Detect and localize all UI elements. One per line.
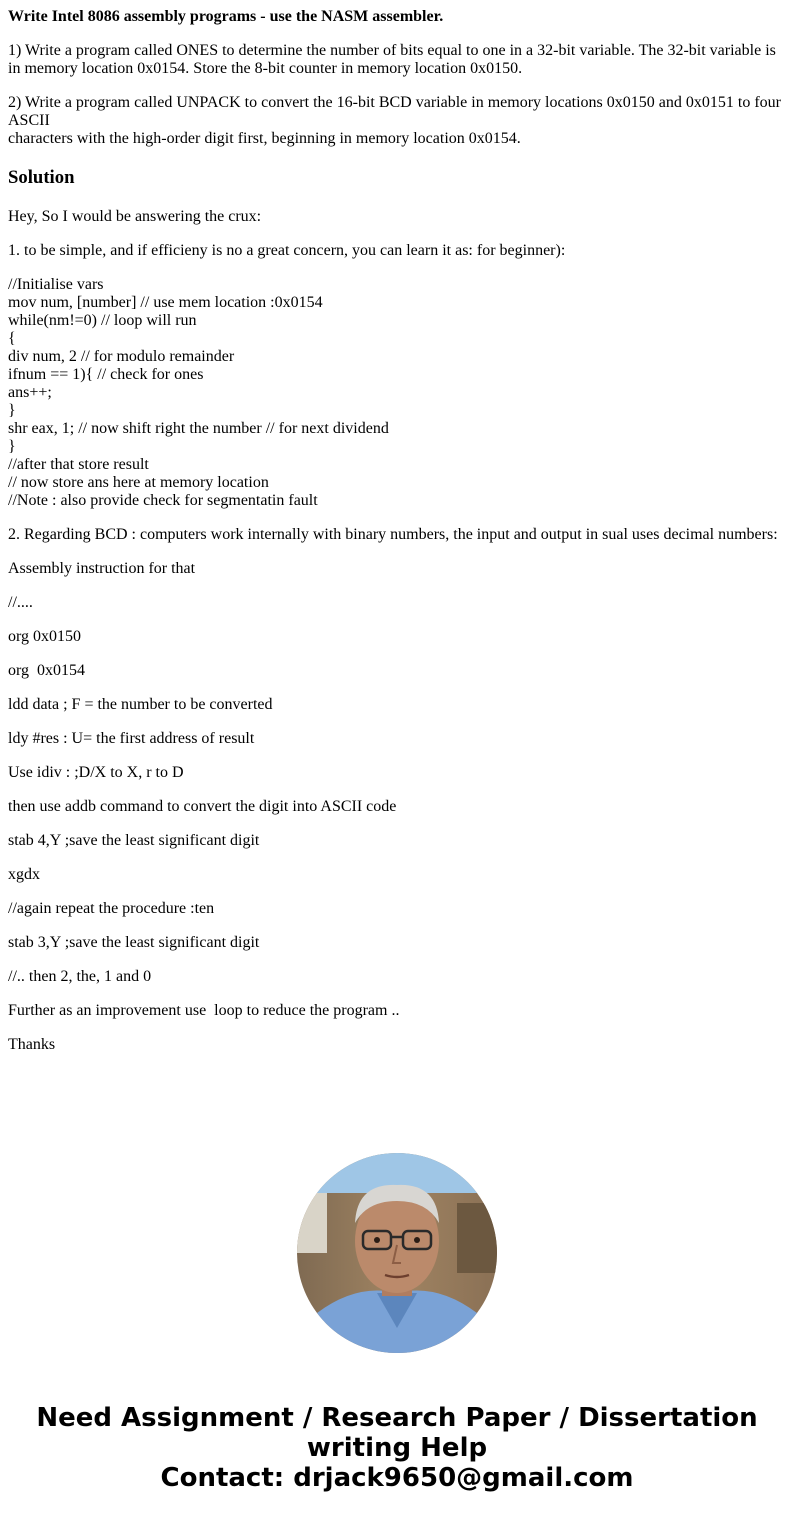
- solution-line: org 0x0150: [8, 628, 82, 645]
- solution-line: Use idiv : ;D/X to X, r to D: [8, 764, 184, 781]
- code-line: //after that store result: [8, 456, 149, 473]
- solution-line: //....: [8, 594, 33, 611]
- solution-intro: Hey, So I would be answering the crux:: [8, 208, 262, 225]
- code-block: [8, 276, 786, 510]
- solution-line: stab 3,Y ;save the least significant digit: [8, 934, 260, 951]
- code-line: //Note : also provide check for segmentatin fault: [8, 492, 318, 509]
- code-line: while(nm!=0) // loop will run: [8, 312, 197, 329]
- footer-line-2: writing Help: [306, 1433, 488, 1463]
- question-item-2: [8, 94, 786, 148]
- solution-line: xgdx: [8, 866, 40, 883]
- solution-line: org 0x0154: [8, 662, 86, 679]
- footer-contact-email: Contact: drjack9650@gmail.com: [160, 1463, 634, 1493]
- question-title: Write Intel 8086 assembly programs - use the NASM assembler.: [8, 8, 444, 25]
- question-item-2-line-2: characters with the high-order digit first, beginning in memory location 0x0154.: [8, 130, 521, 147]
- author-avatar: [297, 1153, 497, 1353]
- code-line: // now store ans here at memory location: [8, 474, 269, 491]
- footer-line-1: Need Assignment / Research Paper / Dissertation: [36, 1403, 758, 1433]
- solution-line: Further as an improvement use loop to reduce the program ..: [8, 1002, 400, 1019]
- solution-part2-intro: 2. Regarding BCD : computers work internally with binary numbers, the input and output in sual uses decimal numbers:: [8, 526, 778, 543]
- solution-line: stab 4,Y ;save the least significant digit: [8, 832, 260, 849]
- document-body: [8, 0, 786, 1054]
- code-line: shr eax, 1; // now shift right the number // for next dividend: [8, 420, 389, 437]
- code-line: }: [8, 402, 16, 419]
- code-line: mov num, [number] // use mem location :0x0154: [8, 294, 323, 311]
- solution-line: //again repeat the procedure :ten: [8, 900, 215, 917]
- code-line: {: [8, 330, 16, 347]
- code-line: //Initialise vars: [8, 276, 104, 293]
- solution-line: ldy #res : U= the first address of result: [8, 730, 255, 747]
- author-photo-icon: [297, 1153, 497, 1353]
- part2-lines: [8, 560, 786, 1054]
- code-line: div num, 2 // for modulo remainder: [8, 348, 235, 365]
- code-line: }: [8, 438, 16, 455]
- footer-contact: [0, 1403, 794, 1493]
- question-item-1: 1) Write a program called ONES to determine the number of bits equal to one in a 32-bit variable. The 32-bit variable is in memory location 0x0154. Store the 8-bit counter in memory location 0x0150.: [8, 42, 776, 77]
- solution-line: //.. then 2, the, 1 and 0: [8, 968, 152, 985]
- solution-heading: Solution: [8, 167, 75, 188]
- solution-part1-intro: 1. to be simple, and if efficieny is no a great concern, you can learn it as: for beginner):: [8, 242, 566, 259]
- solution-line: ldd data ; F = the number to be converted: [8, 696, 273, 713]
- solution-line: Assembly instruction for that: [8, 560, 196, 577]
- code-line: ans++;: [8, 384, 52, 401]
- solution-line: then use addb command to convert the digit into ASCII code: [8, 798, 397, 815]
- solution-line: Thanks: [8, 1036, 56, 1053]
- code-line: ifnum == 1){ // check for ones: [8, 366, 204, 383]
- question-item-2-line-1: 2) Write a program called UNPACK to convert the 16-bit BCD variable in memory locations 0x0150 and 0x0151 to four ASCII: [8, 94, 781, 129]
